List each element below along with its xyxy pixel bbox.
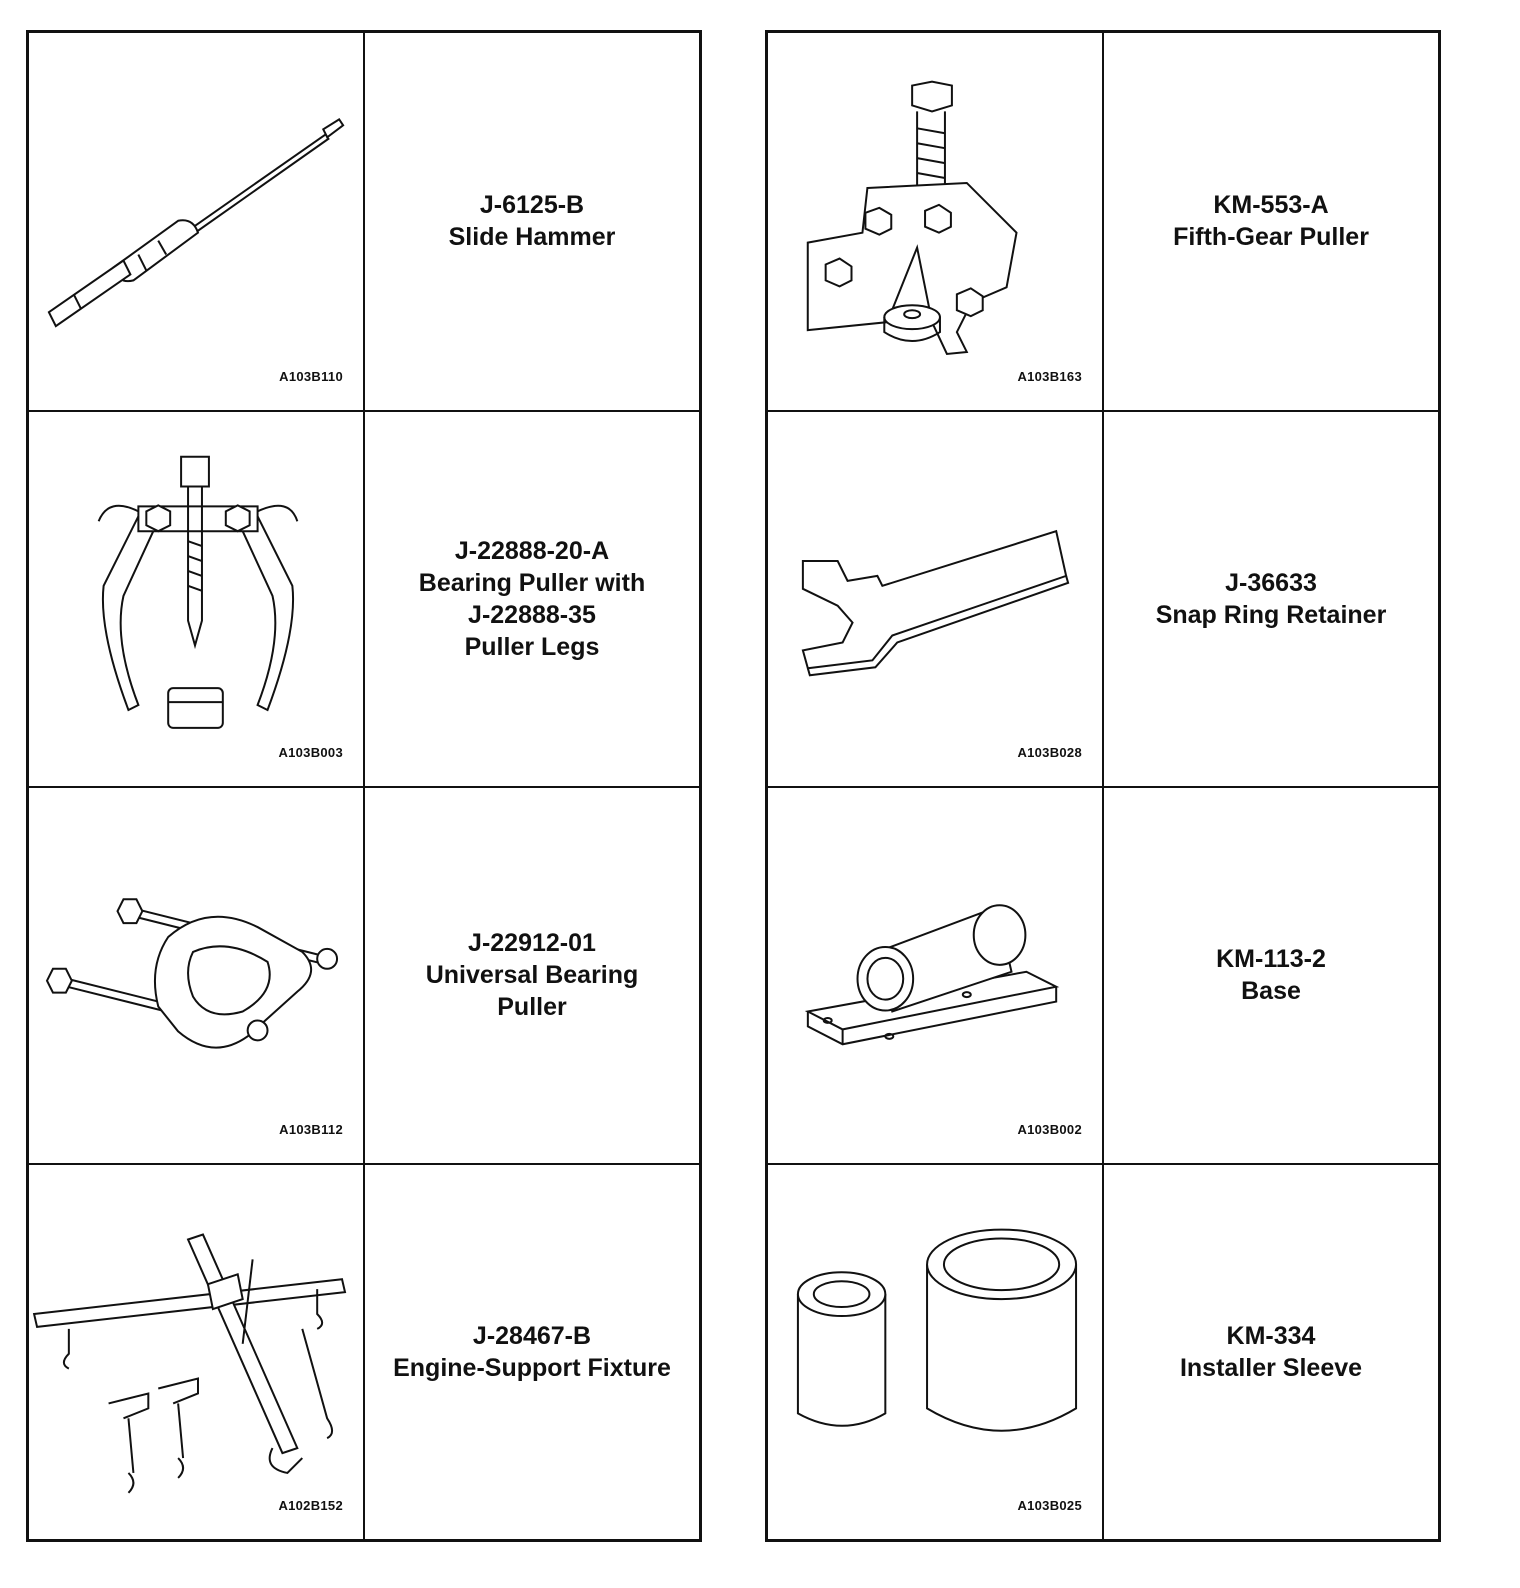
caption-cell xyxy=(365,1163,699,1540)
tool-description: Puller xyxy=(497,993,567,1022)
universal-bearing-puller-icon xyxy=(29,788,363,1163)
tool-description: Base xyxy=(1241,977,1301,1006)
engine-support-fixture-icon xyxy=(29,1165,363,1540)
tool-number: J-22888-20-A xyxy=(454,536,610,565)
figure-cell xyxy=(29,1163,365,1540)
tool-caption xyxy=(393,1320,671,1384)
tool-description: Slide Hammer xyxy=(448,223,616,252)
caption-cell xyxy=(1104,786,1438,1163)
tool-caption xyxy=(1216,943,1326,1007)
tool-description: Universal Bearing xyxy=(425,961,639,990)
tool-caption xyxy=(1180,1320,1362,1384)
tool-description: Puller Legs xyxy=(464,632,600,661)
base-icon xyxy=(768,788,1102,1163)
caption-cell xyxy=(1104,1163,1438,1540)
figure-code: A102B152 xyxy=(278,1498,343,1513)
figure-code: A103B110 xyxy=(279,368,343,384)
tool-number: KM-334 xyxy=(1226,1321,1316,1350)
figure-code: A103B112 xyxy=(279,1121,343,1137)
figure-code: A103B028 xyxy=(1017,745,1082,760)
caption-cell xyxy=(365,786,699,1163)
figure-code: A103B002 xyxy=(1017,1121,1082,1137)
tool-table-left xyxy=(26,30,702,1542)
figure-code: A103B003 xyxy=(278,745,343,760)
slide-hammer-icon xyxy=(29,33,363,410)
figure-cell xyxy=(768,786,1104,1163)
figure-cell xyxy=(768,33,1104,410)
figure-code: A103B163 xyxy=(1017,368,1082,384)
tool-description: Installer Sleeve xyxy=(1179,1353,1363,1382)
bearing-puller-icon xyxy=(29,412,363,787)
tool-number: J-6125-B xyxy=(479,191,585,220)
tool-number: KM-553-A xyxy=(1213,191,1329,220)
tool-caption xyxy=(1156,567,1387,631)
tool-caption xyxy=(426,927,639,1023)
caption-cell xyxy=(1104,33,1438,410)
figure-cell xyxy=(768,410,1104,787)
figure-cell xyxy=(29,33,365,410)
tool-caption xyxy=(449,189,616,253)
tool-description: Fifth-Gear Puller xyxy=(1173,223,1369,252)
figure-cell xyxy=(29,786,365,1163)
figure-cell xyxy=(29,410,365,787)
caption-cell xyxy=(365,33,699,410)
figure-code: A103B025 xyxy=(1017,1498,1082,1513)
snap-ring-retainer-icon xyxy=(768,412,1102,787)
tool-number: J-22888-35 xyxy=(468,600,596,629)
figure-cell xyxy=(768,1163,1104,1540)
tool-number: J-36633 xyxy=(1225,568,1317,597)
tool-description: Snap Ring Retainer xyxy=(1155,600,1387,629)
installer-sleeve-icon xyxy=(768,1165,1102,1540)
tool-description: Bearing Puller with xyxy=(418,568,646,597)
caption-cell xyxy=(1104,410,1438,787)
fifth-gear-puller-icon xyxy=(768,33,1102,410)
tool-number: J-22912-01 xyxy=(468,929,596,958)
caption-cell xyxy=(365,410,699,787)
tool-number: KM-113-2 xyxy=(1216,945,1326,974)
tool-caption xyxy=(1173,189,1369,253)
tool-caption xyxy=(419,535,645,663)
tool-number: J-28467-B xyxy=(472,1321,592,1350)
tool-description: Engine-Support Fixture xyxy=(393,1353,671,1382)
tool-table-right xyxy=(765,30,1441,1542)
